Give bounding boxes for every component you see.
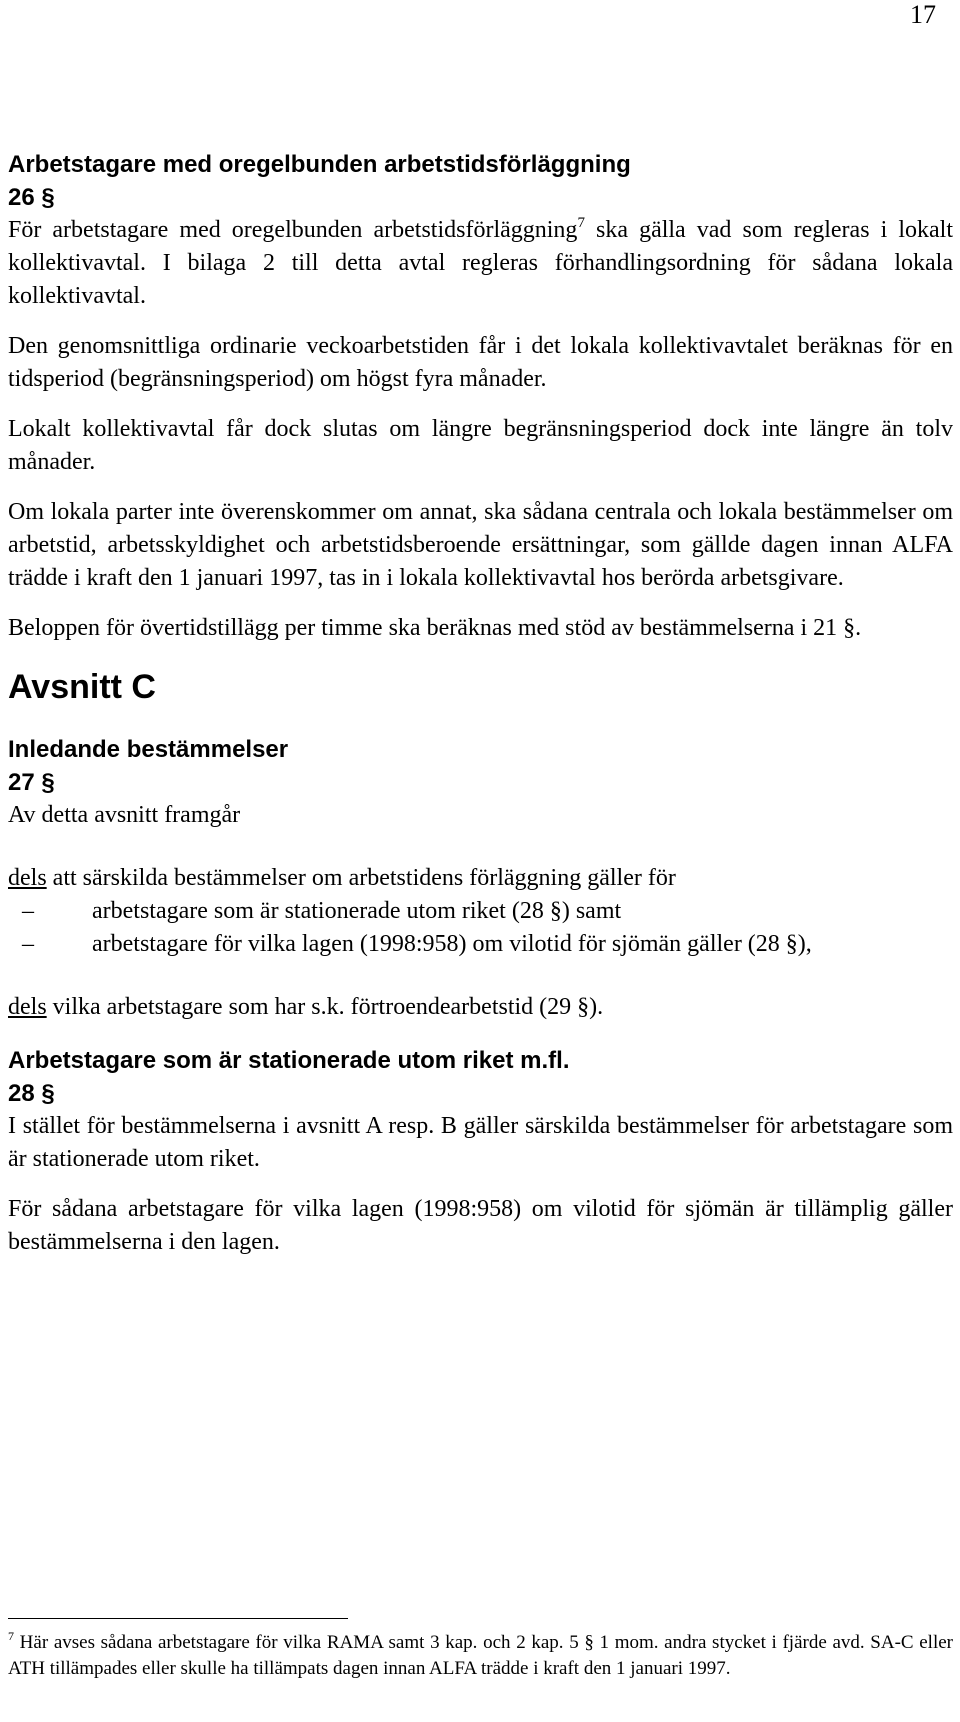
footnote-number: 7 — [8, 1629, 14, 1643]
dels-word: dels — [8, 994, 47, 1020]
page-body — [8, 148, 953, 1259]
section-28 — [8, 1044, 953, 1259]
footnote-text: Här avses sådana arbetstagare för vilka RAMA samt 3 kap. och 2 kap. 5 § 1 mom. andra stycket i fjärde avd. SA-C eller ATH tillämpades eller skulle ha tillämpats dagen innan ALFA trädde i kraft den 1 januari 1997. — [8, 1632, 953, 1679]
section-26 — [8, 148, 953, 645]
footnote-ref-7: 7 — [577, 215, 585, 231]
section-27-dels-1 — [8, 862, 953, 895]
list-item — [8, 928, 953, 961]
list-item — [8, 895, 953, 928]
footnote-separator — [8, 1618, 348, 1619]
dels-2-text: vilka arbetstagare som har s.k. förtroendearbetstid (29 §). — [46, 994, 604, 1020]
paragraph-1-text-b: ska gälla vad som regleras i lokalt kollektivavtal. I bilaga 2 till detta avtal regleras förhandlingsordning för sådana lokala kollektivavtal. — [8, 217, 953, 309]
section-26-paragraph-4: Om lokala parter inte överenskommer om annat, ska sådana centrala och lokala bestämmelser om arbetstid, arbetsskyldighet och arbetstidsberoende ersättningar, som gällde dagen innan ALFA trädde i kraft den 1 januari 1997, tas in i lokala kollektivavtal hos berörda arbetsgivare. — [8, 499, 953, 591]
section-26-number: 26 § — [8, 184, 55, 211]
section-26-paragraph-5: Beloppen för övertidstillägg per timme ska beräknas med stöd av bestämmelserna i 21 §. — [8, 615, 862, 641]
section-28-heading: Arbetstagare som är stationerade utom riket m.fl. — [8, 1047, 570, 1074]
section-27-number: 27 § — [8, 769, 55, 796]
dash-bullet: – — [22, 898, 34, 924]
section-26-heading: Arbetstagare med oregelbunden arbetstidsförläggning — [8, 151, 631, 178]
part-title-avsnitt-c: Avsnitt C — [8, 668, 156, 706]
list-item-text: arbetstagare för vilka lagen (1998:958) om vilotid för sjömän gäller (28 §), — [92, 931, 812, 957]
section-28-paragraph-1: I stället för bestämmelserna i avsnitt A resp. B gäller särskilda bestämmelser för arbetstagare som är stationerade utom riket. — [8, 1113, 953, 1172]
section-27-heading: Inledande bestämmelser — [8, 736, 289, 763]
section-27-intro: Av detta avsnitt framgår — [8, 802, 241, 828]
section-26-paragraph-2: Den genomsnittliga ordinarie veckoarbetstiden får i det lokala kollektivavtalet beräknas för en tidsperiod (begränsningsperiod) om högst fyra månader. — [8, 333, 953, 392]
page-number: 17 — [910, 0, 936, 29]
section-27-list — [8, 895, 953, 961]
section-26-paragraph-3: Lokalt kollektivavtal får dock slutas om längre begränsningsperiod dock inte längre än tolv månader. — [8, 416, 953, 475]
footnote-7 — [8, 1630, 953, 1682]
section-28-number: 28 § — [8, 1080, 55, 1107]
section-27 — [8, 733, 953, 1024]
dels-word: dels — [8, 865, 47, 891]
list-item-text: arbetstagare som är stationerade utom riket (28 §) samt — [92, 898, 622, 924]
section-27-dels-2 — [8, 991, 953, 1024]
section-28-paragraph-2: För sådana arbetstagare för vilka lagen (1998:958) om vilotid för sjömän är tillämplig gäller bestämmelserna i den lagen. — [8, 1196, 953, 1255]
dels-1-text: att särskilda bestämmelser om arbetstidens förläggning gäller för — [46, 865, 676, 891]
section-26-paragraph-1 — [8, 214, 953, 313]
paragraph-1-text-a: För arbetstagare med oregelbunden arbetstidsförläggning — [8, 217, 578, 243]
dash-bullet: – — [22, 931, 34, 957]
